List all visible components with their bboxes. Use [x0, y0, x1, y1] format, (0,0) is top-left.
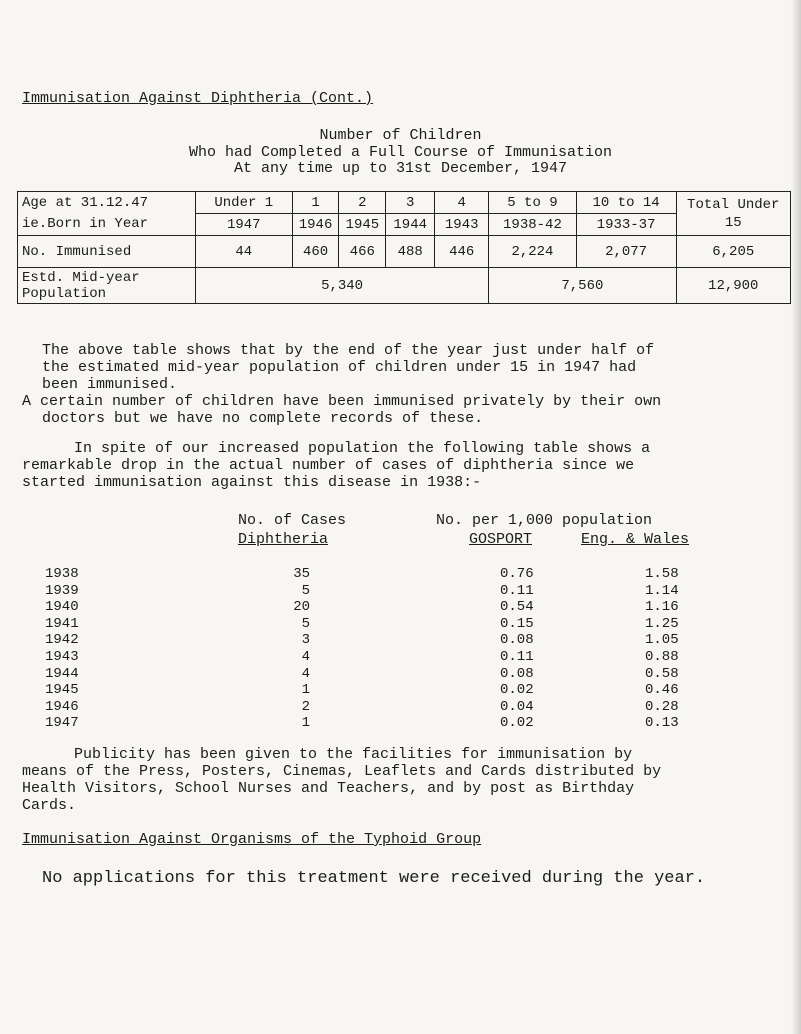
year-cell: 1944	[45, 665, 79, 682]
cases-cell: 20	[293, 599, 310, 616]
table-cell: 5 to 9	[489, 192, 576, 214]
cases-cell: 4	[301, 648, 310, 665]
table-row	[0, 599, 801, 616]
table-cell: 6,205	[676, 236, 790, 268]
table-row	[18, 236, 791, 268]
cases-column-header: No. of Cases	[238, 512, 347, 529]
eng-wales-rate-cell: 0.58	[645, 665, 679, 682]
rate-column-header: No. per 1,000 population	[436, 512, 653, 529]
year-cell: 1941	[45, 615, 79, 632]
paragraph-line: been immunised.	[42, 376, 178, 393]
paragraph-line: In spite of our increased population the following table shows a	[74, 440, 651, 457]
table-row	[0, 649, 801, 666]
table-cell: No. Immunised	[18, 236, 196, 268]
paragraph-line: Publicity has been given to the facilities for immunisation by	[74, 746, 633, 763]
table-cell: ie.Born in Year	[18, 214, 196, 236]
table-cell: 1944	[386, 214, 435, 236]
table-cell: Estd. Mid-year Population	[18, 268, 196, 304]
table-row	[18, 192, 791, 214]
gosport-rate-cell: 0.02	[500, 715, 534, 732]
eng-wales-rate-cell: 1.25	[645, 615, 679, 632]
table-cell: 12,900	[676, 268, 790, 304]
gosport-rate-cell: 0.11	[500, 648, 534, 665]
table-cell: 466	[339, 236, 386, 268]
table-cell: 488	[386, 236, 435, 268]
paragraph-line: Health Visitors, School Nurses and Teachers, and by post as Birthday	[22, 780, 635, 797]
table-row	[0, 566, 801, 583]
paragraph-line: Cards.	[22, 797, 77, 814]
gosport-rate-cell: 0.11	[500, 582, 534, 599]
paragraph-line: A certain number of children have been immunised privately by their own	[22, 393, 662, 410]
cases-table	[0, 566, 801, 732]
gosport-rate-cell: 0.54	[500, 599, 534, 616]
year-cell: 1940	[45, 599, 79, 616]
table-cell: Under 1	[195, 192, 292, 214]
eng-wales-column-header: Eng. & Wales	[581, 531, 690, 548]
table-row	[18, 214, 791, 236]
table-title-line-3: At any time up to 31st December, 1947	[233, 160, 568, 177]
paragraph-line: remarkable drop in the actual number of cases of diphtheria since we	[22, 457, 635, 474]
table-row	[0, 699, 801, 716]
year-cell: 1942	[45, 632, 79, 649]
section-heading: Immunisation Against Diphtheria (Cont.)	[22, 90, 374, 107]
gosport-rate-cell: 0.02	[500, 682, 534, 699]
typhoid-heading: Immunisation Against Organisms of the Typhoid Group	[22, 831, 482, 848]
gosport-rate-cell: 0.76	[500, 566, 534, 582]
table-cell: 1	[292, 192, 339, 214]
table-cell: 1938-42	[489, 214, 576, 236]
eng-wales-rate-cell: 0.88	[645, 648, 679, 665]
gosport-rate-cell: 0.08	[500, 665, 534, 682]
table-title-line-1: Number of Children	[319, 127, 482, 144]
table-title-line-2: Who had Completed a Full Course of Immunisation	[188, 144, 613, 161]
gosport-rate-cell: 0.08	[500, 632, 534, 649]
eng-wales-rate-cell: 0.28	[645, 698, 679, 715]
table-cell: 1946	[292, 214, 339, 236]
eng-wales-rate-cell: 0.13	[645, 715, 679, 732]
table-cell: 1933-37	[576, 214, 676, 236]
cases-cell: 5	[301, 615, 310, 632]
cases-cell: 3	[301, 632, 310, 649]
paragraph-line: doctors but we have no complete records of these.	[42, 410, 484, 427]
table-cell: 446	[435, 236, 489, 268]
cases-cell: 5	[301, 582, 310, 599]
paragraph-line: means of the Press, Posters, Cinemas, Leaflets and Cards distributed by	[22, 763, 662, 780]
table-row	[0, 616, 801, 633]
paragraph-line: The above table shows that by the end of the year just under half of	[42, 342, 655, 359]
cases-column-subheader: Diphtheria	[238, 531, 329, 548]
paragraph-line: started immunisation against this disease in 1938:-	[22, 474, 482, 491]
table-cell: Age at 31.12.47	[18, 192, 196, 214]
year-cell: 1946	[45, 698, 79, 715]
typhoid-text: No applications for this treatment were received during the year.	[42, 869, 706, 888]
gosport-column-header: GOSPORT	[469, 531, 533, 548]
table-cell: 1945	[339, 214, 386, 236]
cases-cell: 4	[301, 665, 310, 682]
table-cell: 10 to 14	[576, 192, 676, 214]
eng-wales-rate-cell: 1.14	[645, 582, 679, 599]
year-cell: 1947	[45, 715, 79, 732]
table-cell: 3	[386, 192, 435, 214]
immunisation-table	[17, 191, 791, 304]
cases-cell: 1	[301, 715, 310, 732]
eng-wales-rate-cell: 1.05	[645, 632, 679, 649]
table-cell: 4	[435, 192, 489, 214]
table-cell: 44	[195, 236, 292, 268]
table-cell: 2	[339, 192, 386, 214]
table-cell: 1947	[195, 214, 292, 236]
table-cell: 460	[292, 236, 339, 268]
year-cell: 1938	[45, 566, 79, 582]
paragraph-line: the estimated mid-year population of children under 15 in 1947 had	[42, 359, 637, 376]
table-row	[0, 666, 801, 683]
cases-cell: 35	[293, 566, 310, 582]
cases-cell: 1	[301, 682, 310, 699]
table-row	[0, 632, 801, 649]
table-row	[18, 268, 791, 304]
table-row	[0, 715, 801, 732]
year-cell: 1943	[45, 648, 79, 665]
table-cell: 2,077	[576, 236, 676, 268]
eng-wales-rate-cell: 0.46	[645, 682, 679, 699]
gosport-rate-cell: 0.04	[500, 698, 534, 715]
table-cell: 2,224	[489, 236, 576, 268]
table-row	[0, 583, 801, 600]
gosport-rate-cell: 0.15	[500, 615, 534, 632]
table-cell: 1943	[435, 214, 489, 236]
year-cell: 1939	[45, 582, 79, 599]
table-cell: 7,560	[489, 268, 676, 304]
eng-wales-rate-cell: 1.58	[645, 566, 679, 582]
table-row	[0, 682, 801, 699]
eng-wales-rate-cell: 1.16	[645, 599, 679, 616]
table-cell: 5,340	[195, 268, 488, 304]
cases-cell: 2	[301, 698, 310, 715]
year-cell: 1945	[45, 682, 79, 699]
table-cell: Total Under 15	[676, 192, 790, 236]
